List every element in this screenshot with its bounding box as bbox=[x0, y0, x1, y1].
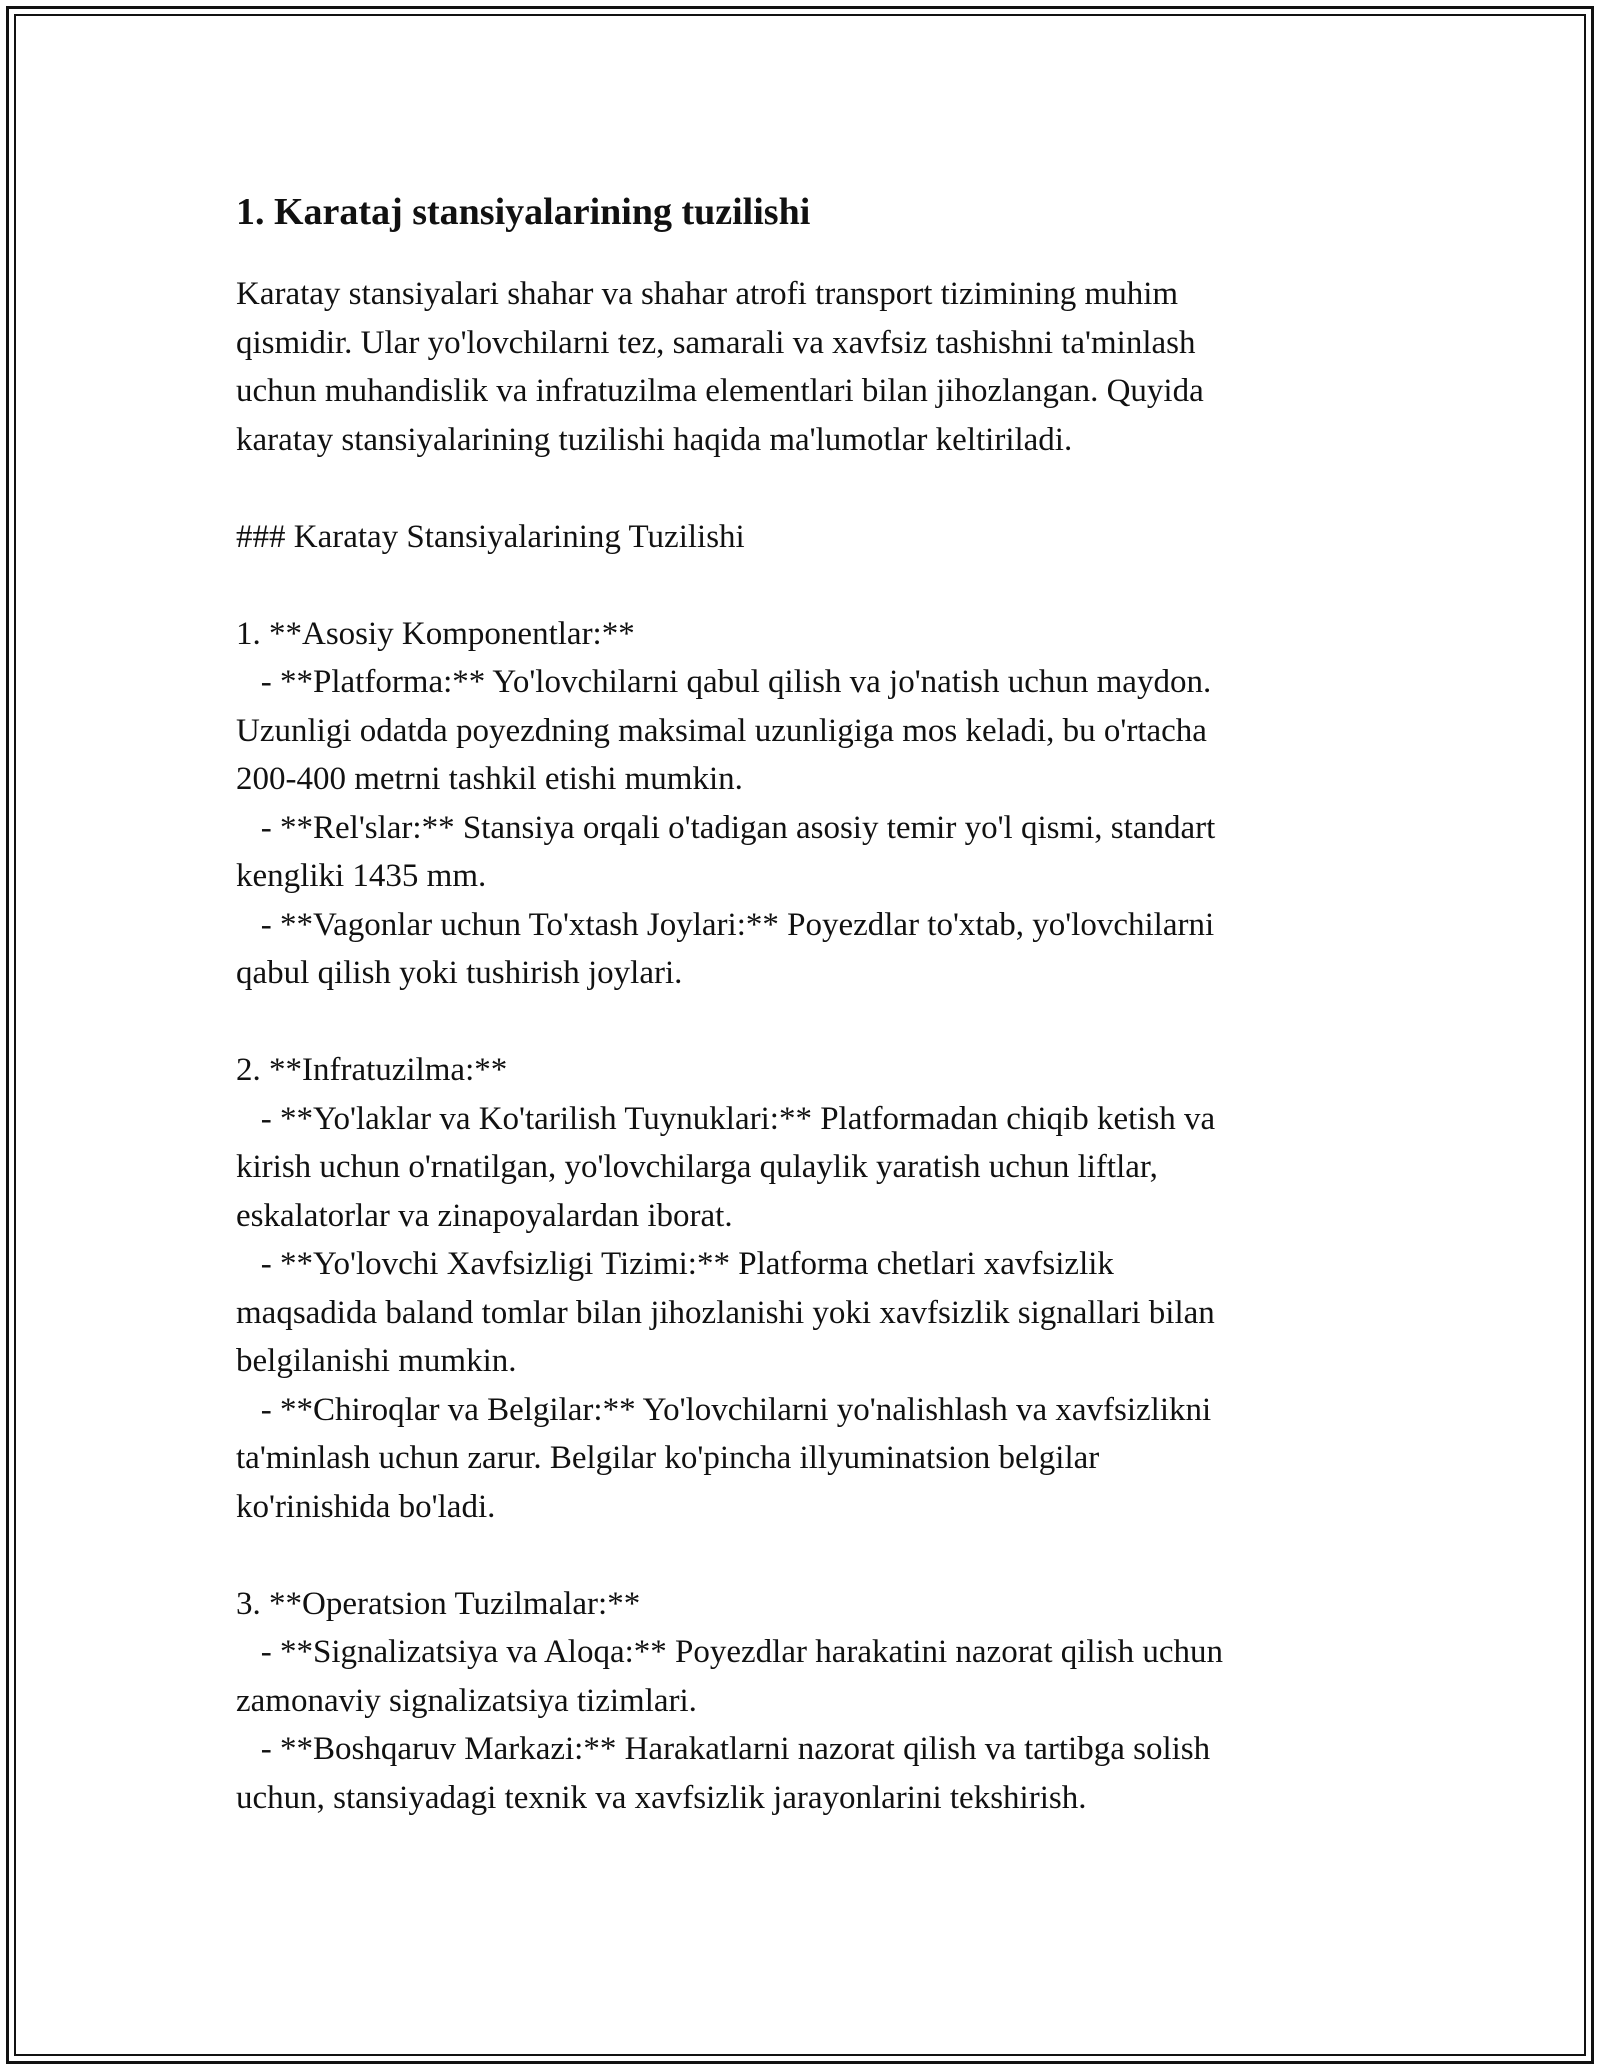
text-line: ### Karatay Stansiyalarining Tuzilishi bbox=[236, 518, 745, 555]
text-line: Uzunligi odatda poyezdning maksimal uzunligiga mos keladi, bu o'rtacha bbox=[236, 712, 1207, 749]
text-line: karatay stansiyalarining tuzilishi haqida ma'lumotlar keltiriladi. bbox=[236, 421, 1073, 458]
text-line: ta'minlash uchun zarur. Belgilar ko'pincha illyuminatsion belgilar bbox=[236, 1440, 1100, 1476]
text-line: zamonaviy signalizatsiya tizimlari. bbox=[236, 1682, 697, 1719]
text-line: 2. **Infratuzilma:** bbox=[236, 1052, 508, 1088]
text-line: qabul qilish yoki tushirish joylari. bbox=[236, 955, 683, 991]
document-text bbox=[236, 270, 1356, 1822]
text-line bbox=[236, 998, 1356, 1047]
text-line: kirish uchun o'rnatilgan, yo'lovchilarga qulaylik yaratish uchun liftlar, bbox=[236, 1149, 1158, 1185]
text-line: uchun muhandislik va infratuzilma elementlari bilan jihozlangan. Quyida bbox=[236, 373, 1204, 409]
text-line: 3. **Operatsion Tuzilmalar:** bbox=[236, 1585, 641, 1622]
text-line: - **Signalizatsiya va Aloqa:** Poyezdlar harakatini nazorat qilish uchun bbox=[236, 1634, 1223, 1670]
text-line bbox=[236, 1531, 1356, 1580]
text-line: qismidir. Ular yo'lovchilarni tez, samarali va xavfsiz tashishni ta'minlash bbox=[236, 324, 1196, 361]
document-title: 1. Karataj stansiyalarining tuzilishi bbox=[236, 191, 811, 233]
text-line: 200-400 metrni tashkil etishi mumkin. bbox=[236, 761, 743, 797]
text-line: ko'rinishida bo'ladi. bbox=[236, 1488, 496, 1525]
text-line: eskalatorlar va zinapoyalardan iborat. bbox=[236, 1197, 733, 1234]
text-line: 1. **Asosiy Komponentlar:** bbox=[236, 615, 635, 652]
text-line: Karatay stansiyalari shahar va shahar atrofi transport tizimining muhim bbox=[236, 276, 1179, 312]
text-line: uchun, stansiyadagi texnik va xavfsizlik jarayonlarini tekshirish. bbox=[236, 1779, 1087, 1816]
text-line: - **Platforma:** Yo'lovchilarni qabul qilish va jo'natish uchun maydon. bbox=[236, 664, 1212, 700]
text-line: - **Rel'slar:** Stansiya orqali o'tadigan asosiy temir yo'l qismi, standart bbox=[236, 809, 1216, 846]
text-line: - **Yo'lovchi Xavfsizligi Tizimi:** Platforma chetlari xavfsizlik bbox=[236, 1246, 1114, 1282]
text-line: - **Yo'laklar va Ko'tarilish Tuynuklari:** Platformadan chiqib ketish va bbox=[236, 1100, 1216, 1137]
text-line: - **Chiroqlar va Belgilar:** Yo'lovchilarni yo'nalishlash va xavfsizlikni bbox=[236, 1391, 1212, 1428]
text-line: - **Vagonlar uchun To'xtash Joylari:** Poyezdlar to'xtab, yo'lovchilarni bbox=[236, 906, 1215, 943]
text-line: kengliki 1435 mm. bbox=[236, 858, 487, 894]
text-line bbox=[236, 464, 1356, 513]
text-line: belgilanishi mumkin. bbox=[236, 1343, 517, 1379]
text-line: maqsadida baland tomlar bilan jihozlanishi yoki xavfsizlik signallari bilan bbox=[236, 1294, 1215, 1331]
document-body bbox=[236, 188, 1356, 1822]
text-line: - **Boshqaruv Markazi:** Harakatlarni nazorat qilish va tartibga solish bbox=[236, 1731, 1211, 1767]
text-line bbox=[236, 561, 1356, 610]
